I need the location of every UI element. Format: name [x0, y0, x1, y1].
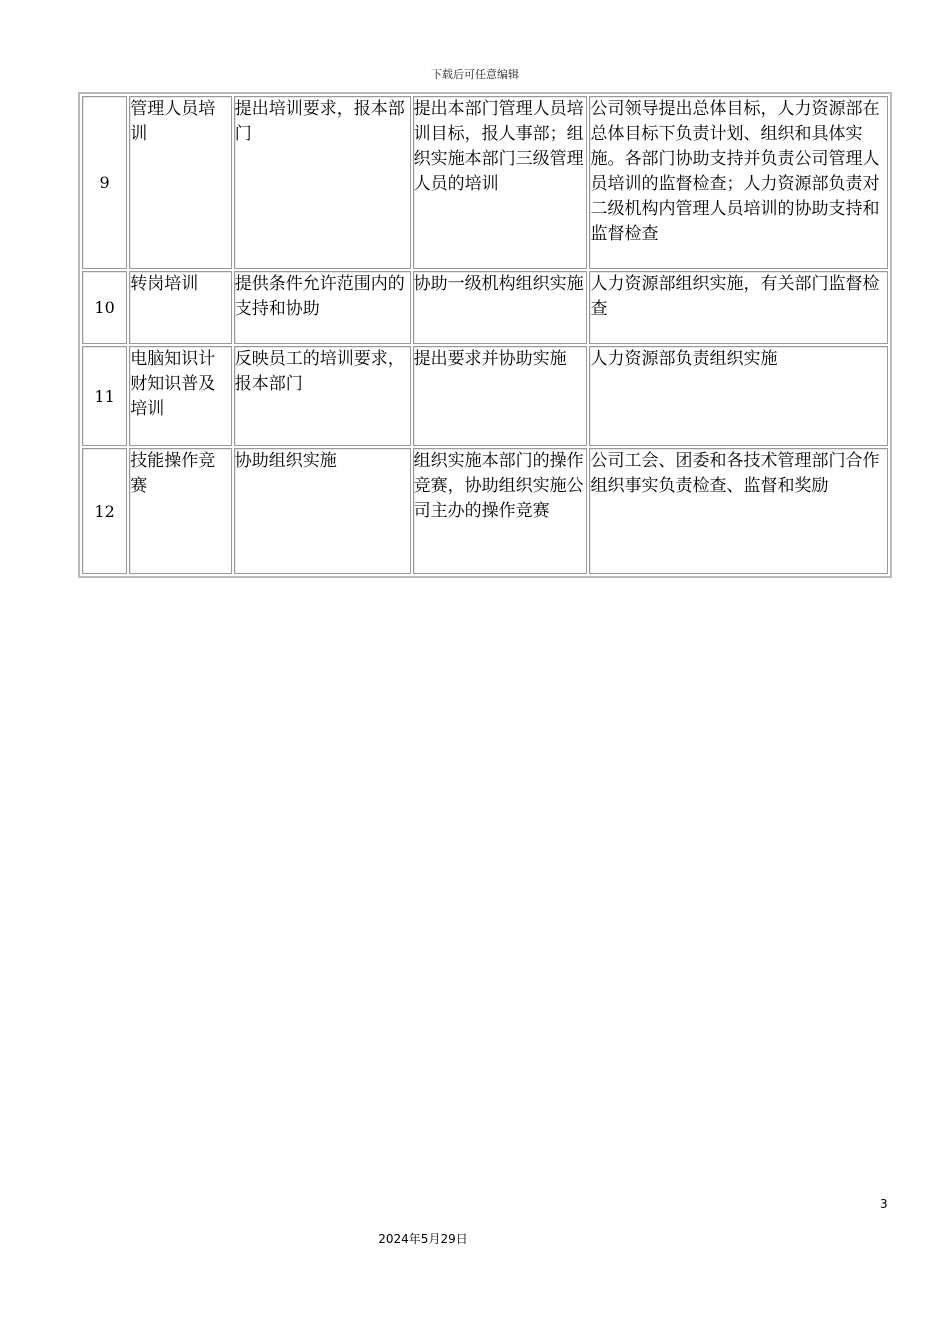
table-row	[82, 448, 888, 574]
table-row	[82, 96, 888, 269]
row-number: 12	[82, 448, 127, 574]
department-duty-cell: 组织实施本部门的操作竞赛，协助组织实施公司主办的操作竞赛	[413, 448, 588, 574]
company-duty-cell: 公司工会、团委和各技术管理部门合作组织事实负责检查、监督和奖励	[589, 448, 888, 574]
training-responsibility-table	[78, 92, 892, 578]
company-duty-cell: 人力资源部负责组织实施	[589, 346, 888, 446]
company-duty-cell: 公司领导提出总体目标，人力资源部在总体目标下负责计划、组织和具体实施。各部门协助支持并负责公司管理人员培训的监督检查；人力资源部负责对二级机构内管理人员培训的协助支持和监督检查	[589, 96, 888, 269]
row-number: 11	[82, 346, 127, 446]
footer-date: 2024年5月29日	[378, 1232, 468, 1246]
department-duty-cell: 提出要求并协助实施	[413, 346, 588, 446]
employee-duty-cell: 反映员工的培训要求，报本部门	[234, 346, 411, 446]
table-row	[82, 271, 888, 344]
training-item-cell: 技能操作竞赛	[129, 448, 232, 574]
employee-duty-cell: 协助组织实施	[234, 448, 411, 574]
row-number: 10	[82, 271, 127, 344]
employee-duty-cell: 提出培训要求，报本部门	[234, 96, 411, 269]
department-duty-cell: 提出本部门管理人员培训目标，报人事部；组织实施本部门三级管理人员的培训	[413, 96, 588, 269]
department-duty-cell: 协助一级机构组织实施	[413, 271, 588, 344]
header-note: 下载后可任意编辑	[431, 68, 519, 81]
training-item-cell: 管理人员培训	[129, 96, 232, 269]
table-row	[82, 346, 888, 446]
page-number: 3	[880, 1197, 888, 1211]
employee-duty-cell: 提供条件允许范围内的支持和协助	[234, 271, 411, 344]
training-item-cell: 电脑知识计财知识普及培训	[129, 346, 232, 446]
company-duty-cell: 人力资源部组织实施，有关部门监督检查	[589, 271, 888, 344]
training-item-cell: 转岗培训	[129, 271, 232, 344]
row-number: 9	[82, 96, 127, 269]
